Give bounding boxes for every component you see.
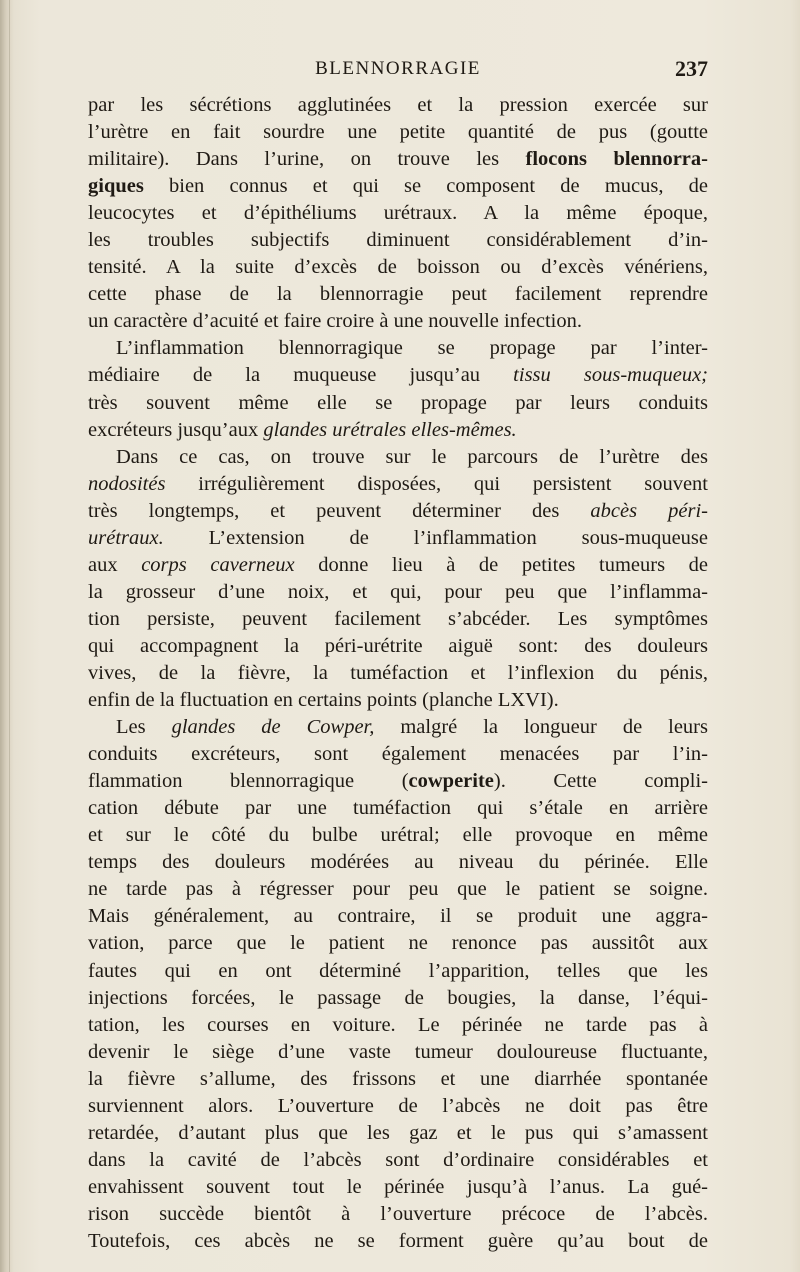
text-run: Mais généralement, au contraire, il se produit une aggra- <box>88 905 708 928</box>
italic-term: corps caverneux <box>141 553 295 576</box>
text-line <box>88 1228 708 1255</box>
italic-term: nodosités <box>88 472 166 495</box>
text-line <box>88 822 708 849</box>
text-run: L’inflammation blennorragique se propage par l’inter- <box>116 337 708 360</box>
body-text <box>88 92 708 1255</box>
text-line <box>88 119 708 146</box>
text-line <box>88 173 708 200</box>
text-line <box>88 849 708 876</box>
bold-term: giques <box>88 175 144 198</box>
text-run: leucocytes et d’épithéliums urétraux. A la même époque, <box>88 202 708 225</box>
italic-term: tissu sous-muqueux; <box>513 364 708 387</box>
bold-term: cowperite <box>408 770 494 793</box>
text-line <box>88 281 708 308</box>
text-run: ). Cette compli- <box>493 770 708 793</box>
text-run: fautes qui en ont déterminé l’apparition, telles que les <box>88 959 708 982</box>
text-line <box>88 92 708 119</box>
text-line <box>88 903 708 930</box>
italic-term: glandes urétrales elles-mêmes. <box>263 418 517 441</box>
text-line <box>88 1174 708 1201</box>
text-line <box>88 579 708 606</box>
text-line <box>88 362 708 389</box>
text-run: rison succède bientôt à l’ouverture précoce de l’abcès. <box>88 1202 708 1225</box>
text-run: vives, de la fièvre, la tuméfaction et l’inflexion du pénis, <box>88 661 708 684</box>
text-run: médiaire de la muqueuse jusqu’au <box>88 364 514 387</box>
text-run: très souvent même elle se propage par leurs conduits <box>88 391 708 414</box>
text-line <box>88 1012 708 1039</box>
text-line <box>88 498 708 525</box>
text-line <box>88 876 708 903</box>
text-line <box>88 417 708 444</box>
text-run: Toutefois, ces abcès ne se forment guère qu’au bout de <box>88 1229 708 1252</box>
bold-term: flocons blennorra- <box>525 148 708 171</box>
text-line <box>88 471 708 498</box>
text-line <box>88 768 708 795</box>
text-run: bien connus et qui se composent de mucus, de <box>143 175 708 198</box>
text-line <box>88 633 708 660</box>
text-line <box>88 335 708 362</box>
text-line <box>88 1201 708 1228</box>
text-run: envahissent souvent tout le périnée jusqu’à l’anus. La gué- <box>88 1175 708 1198</box>
text-line <box>88 1093 708 1120</box>
text-run: Les <box>116 716 172 739</box>
italic-term: urétraux. <box>88 526 164 549</box>
text-line <box>88 525 708 552</box>
text-line <box>88 660 708 687</box>
text-line <box>88 1066 708 1093</box>
binding-gutter <box>9 0 10 1272</box>
text-line <box>88 1147 708 1174</box>
italic-term: abcès péri- <box>590 499 708 522</box>
text-run: l’urètre en fait sourdre une petite quantité de pus (goutte <box>88 121 708 144</box>
text-line <box>88 687 708 714</box>
running-head <box>88 56 708 86</box>
text-run: excréteurs jusqu’aux <box>88 418 264 441</box>
text-run: conduits excréteurs, sont également menacées par l’in- <box>88 743 708 766</box>
text-line <box>88 308 708 335</box>
text-run: cette phase de la blennorragie peut facilement reprendre <box>88 283 708 306</box>
text-run: tation, les courses en voiture. Le périnée ne tarde pas à <box>88 1013 708 1036</box>
text-run: par les sécrétions agglutinées et la pression exercée sur <box>88 94 708 116</box>
text-run: dans la cavité de l’abcès sont d’ordinaire considérables et <box>88 1148 708 1171</box>
text-run: Dans ce cas, on trouve sur le parcours de l’urètre des <box>116 445 708 468</box>
text-line <box>88 254 708 281</box>
text-line <box>88 930 708 957</box>
text-line <box>88 146 708 173</box>
text-run: surviennent alors. L’ouverture de l’abcès ne doit pas être <box>88 1094 708 1117</box>
text-line <box>88 552 708 579</box>
italic-term: glandes de Cowper, <box>171 716 375 739</box>
text-run: L’extension de l’inflammation sous-muqueuse <box>163 526 708 549</box>
text-run: donne lieu à de petites tumeurs de <box>294 553 708 576</box>
text-run: ne tarde pas à régresser pour peu que le patient se soigne. <box>88 878 708 901</box>
text-run: les troubles subjectifs diminuent considérablement d’in- <box>88 229 708 252</box>
text-run: militaire). Dans l’urine, on trouve les <box>88 148 526 171</box>
text-line <box>88 714 708 741</box>
text-run: et sur le côté du bulbe urétral; elle provoque en même <box>88 824 708 847</box>
text-run: vation, parce que le patient ne renonce pas aussitôt aux <box>88 932 708 955</box>
text-run: irrégulièrement disposées, qui persistent souvent <box>165 472 708 495</box>
text-run: la grosseur d’une noix, et qui, pour peu que l’inflamma- <box>88 580 708 603</box>
text-line <box>88 985 708 1012</box>
text-run: aux <box>88 553 142 576</box>
text-run: flammation blennorragique ( <box>88 770 409 793</box>
text-run: tensité. A la suite d’excès de boisson ou d’excès vénériens, <box>88 256 708 279</box>
text-run: tion persiste, peuvent facilement s’abcéder. Les symptômes <box>88 607 708 630</box>
running-title: BLENNORRAGIE <box>315 58 481 79</box>
text-run: devenir le siège d’une vaste tumeur douloureuse fluctuante, <box>88 1040 708 1063</box>
text-run: très longtemps, et peuvent déterminer des <box>88 499 591 522</box>
text-run: malgré la longueur de leurs <box>374 716 708 739</box>
text-run: la fièvre s’allume, des frissons et une diarrhée spontanée <box>88 1067 708 1090</box>
text-line <box>88 1039 708 1066</box>
text-run: injections forcées, le passage de bougies, la danse, l’équi- <box>88 986 708 1009</box>
text-line <box>88 390 708 417</box>
text-line <box>88 1120 708 1147</box>
text-line <box>88 200 708 227</box>
text-run: un caractère d’acuité et faire croire à une nouvelle infection. <box>88 310 582 333</box>
text-run: enfin de la fluctuation en certains points (planche LXVI). <box>88 689 559 712</box>
text-line <box>88 444 708 471</box>
text-line <box>88 958 708 985</box>
text-run: qui accompagnent la péri-urétrite aiguë sont: des douleurs <box>88 634 708 657</box>
text-line <box>88 606 708 633</box>
text-run: retardée, d’autant plus que les gaz et le pus qui s’amassent <box>88 1121 708 1144</box>
text-line <box>88 795 708 822</box>
text-run: cation débute par une tuméfaction qui s’étale en arrière <box>88 797 708 820</box>
text-run: temps des douleurs modérées au niveau du périnée. Elle <box>88 851 708 874</box>
text-line <box>88 741 708 768</box>
text-line <box>88 227 708 254</box>
page-number: 237 <box>675 56 708 81</box>
